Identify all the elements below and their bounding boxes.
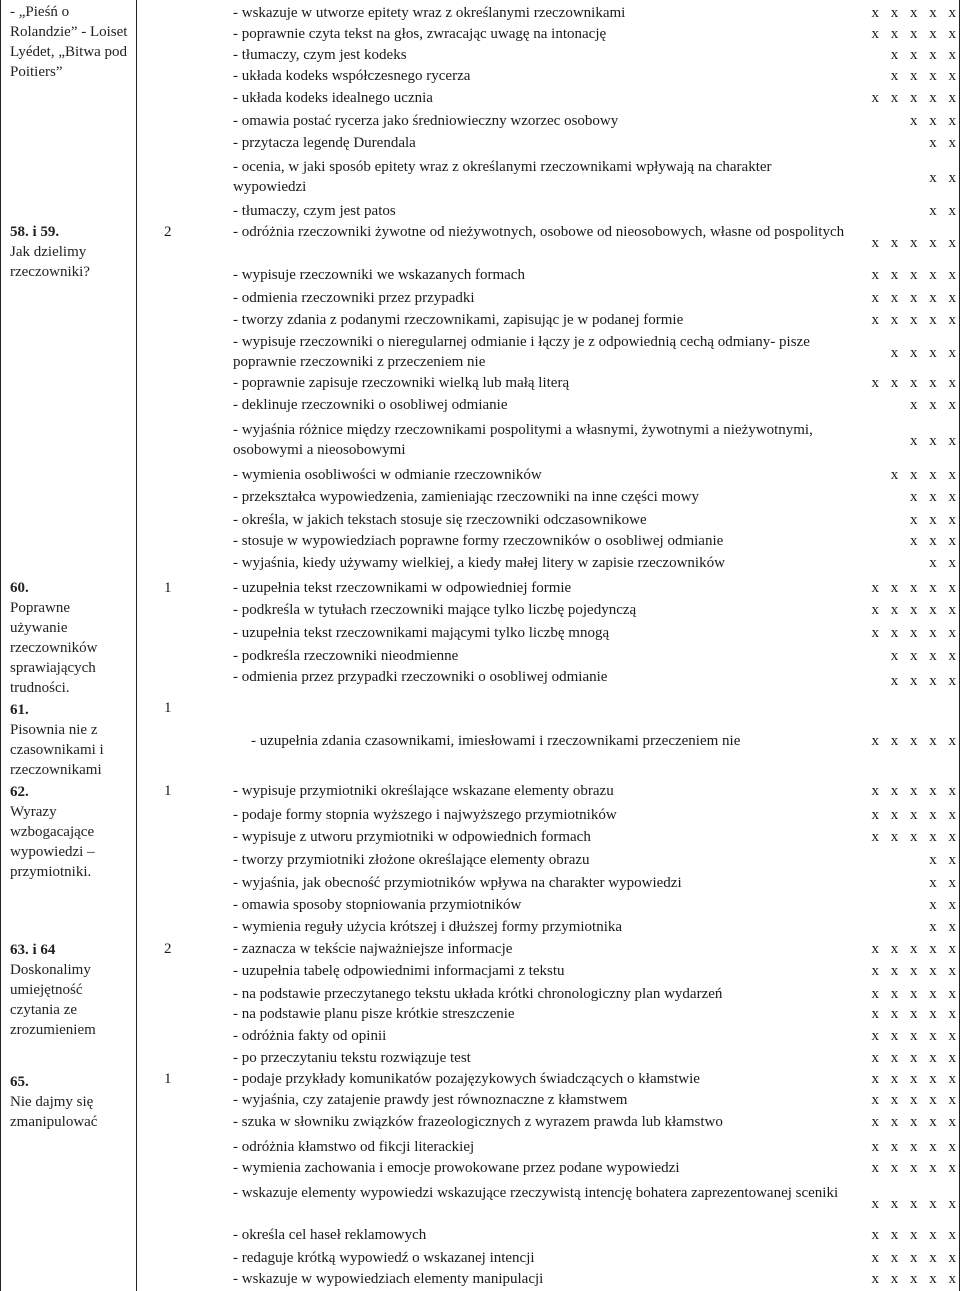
topic-title: Poprawne używanie rzeczowników sprawiających trudności.: [10, 600, 98, 696]
topic-cell: [10, 940, 130, 1040]
requirement-text: - odróżnia fakty od opinii: [233, 1028, 387, 1044]
requirement-text: - wymienia reguły użycia krótszej i dłuższej formy przymiotnika: [233, 919, 623, 935]
lesson-number: 61.: [10, 702, 29, 718]
requirement-text: - podkreśla w tytułach rzeczowniki mające tylko liczbę pojedynczą: [233, 602, 637, 618]
requirement-text: - wypisuje z utworu przymiotniki w odpowiednich formach: [233, 829, 591, 845]
hours-count: 1: [164, 700, 172, 716]
topic-title: Jak dzielimy rzeczowniki?: [10, 244, 90, 280]
grade-marks: x x x: [910, 433, 956, 449]
topic-cell: [10, 700, 130, 780]
grade-marks: x x x x x: [871, 26, 956, 42]
requirement-text: - redaguje krótką wypowiedź o wskazanej intencji: [233, 1250, 535, 1266]
requirement-text: - wypisuje rzeczowniki o nieregularnej odmianie i łączy je z odpowiednią cechą odmiany- pisze poprawnie rzeczowniki z przeczeniem nie: [233, 334, 810, 370]
requirement-text: - stosuje w wypowiedziach poprawne formy rzeczowników o osobliwej odmianie: [233, 533, 724, 549]
requirement-text: - zaznacza w tekście najważniejsze informacje: [233, 941, 513, 957]
grade-marks: x x x: [910, 397, 956, 413]
grade-marks: x x x x x: [871, 1139, 956, 1155]
topic-cell: [10, 578, 130, 698]
grade-marks: x x: [929, 875, 956, 891]
grade-marks: x x x x x: [871, 986, 956, 1002]
requirement-text: - wyjaśnia różnice między rzeczownikami pospolitymi a własnymi, żywotnymi a nieżywotnymi, osobowymi a nieosobowymi: [233, 422, 813, 458]
requirement-text: - tłumaczy, czym jest patos: [233, 203, 396, 219]
requirement-text: - tworzy zdania z podanymi rzeczownikami, zapisując je w podanej formie: [233, 312, 684, 328]
grade-marks: x x x x: [890, 673, 956, 689]
grade-marks: x x x x x: [871, 941, 956, 957]
requirement-text: - wskazuje elementy wypowiedzi wskazujące rzeczywistą intencję bohatera zaprezentowanej sceniki: [233, 1185, 839, 1201]
grade-marks: x x x x x: [871, 290, 956, 306]
requirement-text: - odmienia rzeczowniki przez przypadki: [233, 290, 475, 306]
requirement-text: - odróżnia kłamstwo od fikcji literackiej: [233, 1139, 475, 1155]
topic-title: Pisownia nie z czasownikami i rzeczownikami: [10, 722, 104, 778]
requirement-text: - uzupełnia tekst rzeczownikami mającymi tylko liczbę mnogą: [233, 625, 610, 641]
requirement-text: - omawia postać rycerza jako średniowieczny wzorzec osobowy: [233, 113, 619, 129]
grade-marks: x x: [929, 135, 956, 151]
grade-marks: x x: [929, 170, 956, 186]
grade-marks: x x x: [910, 113, 956, 129]
requirement-text: - ocenia, w jaki sposób epitety wraz z określanymi rzeczownikami wpływają na charakter wypowiedzi: [233, 159, 772, 195]
grade-marks: x x x x: [890, 47, 956, 63]
grade-marks: x x x x x: [871, 1160, 956, 1176]
grade-marks: x x x x x: [871, 1071, 956, 1087]
topic-cell: [10, 782, 130, 882]
grade-marks: x x x x x: [871, 602, 956, 618]
table-border-left: [0, 0, 1, 1291]
grade-marks: x x x x x: [871, 5, 956, 21]
requirement-text: - poprawnie zapisuje rzeczowniki wielką lub małą literą: [233, 375, 570, 391]
grade-marks: x x x x: [890, 345, 956, 361]
requirement-text: - wymienia zachowania i emocje prowokowane przez podane wypowiedzi: [233, 1160, 680, 1176]
requirement-text: - omawia sposoby stopniowania przymiotników: [233, 897, 522, 913]
requirement-text: - deklinuje rzeczowniki o osobliwej odmianie: [233, 397, 508, 413]
grade-marks: x x x x x: [871, 267, 956, 283]
grade-marks: x x x x x: [871, 783, 956, 799]
requirement-text: - uzupełnia tabelę odpowiednimi informacjami z tekstu: [233, 963, 565, 979]
grade-marks: x x x x: [890, 467, 956, 483]
grade-marks: x x: [929, 852, 956, 868]
grade-marks: x x: [929, 555, 956, 571]
grade-marks: x x x x x: [871, 1092, 956, 1108]
requirement-text: - wyjaśnia, kiedy używamy wielkiej, a kiedy małej litery w zapisie rzeczowników: [233, 555, 725, 571]
requirement-text: - wyjaśnia, czy zatajenie prawdy jest równoznaczne z kłamstwem: [233, 1092, 628, 1108]
requirement-text: - określa, w jakich tekstach stosuje się rzeczowniki odczasownikowe: [233, 512, 647, 528]
grade-marks: x x: [929, 897, 956, 913]
lesson-number: 58. i 59.: [10, 224, 60, 240]
hours-count: 1: [164, 580, 172, 596]
grade-marks: x x x: [910, 533, 956, 549]
topic-cell: [10, 1072, 130, 1132]
topic-title: - „Pieśń o Rolandzie” - Loiset Lyédet, „Bitwa pod Poitiers”: [10, 4, 128, 80]
grade-marks: x x x x x: [871, 963, 956, 979]
grade-marks: x x x: [910, 512, 956, 528]
requirement-text: - wypisuje rzeczowniki we wskazanych formach: [233, 267, 525, 283]
hours-count: 2: [164, 941, 172, 957]
grade-marks: x x x x x: [871, 1196, 956, 1212]
hours-count: 1: [164, 1071, 172, 1087]
requirement-text: - szuka w słowniku związków frazeologicznych z wyrazem prawda lub kłamstwo: [233, 1114, 723, 1130]
requirement-text: - tworzy przymiotniki złożone określające elementy obrazu: [233, 852, 590, 868]
requirement-text: - uzupełnia tekst rzeczownikami w odpowiedniej formie: [233, 580, 572, 596]
grade-marks: x x x x x: [871, 1227, 956, 1243]
requirement-text: - na podstawie przeczytanego tekstu układa krótki chronologiczny plan wydarzeń: [233, 986, 723, 1002]
lesson-number: 63. i 64: [10, 942, 56, 958]
grade-marks: x x x x x: [871, 1250, 956, 1266]
grade-marks: x x x x x: [871, 1028, 956, 1044]
grade-marks: x x x x: [890, 68, 956, 84]
grade-marks: x x x x x: [871, 580, 956, 596]
requirement-text: - podkreśla rzeczowniki nieodmienne: [233, 648, 459, 664]
requirement-text: - wypisuje przymiotniki określające wskazane elementy obrazu: [233, 783, 614, 799]
lesson-number: 60.: [10, 580, 29, 596]
requirement-text: - odróżnia rzeczowniki żywotne od nieżywotnych, osobowe od nieosobowych, własne od pospolitych: [233, 224, 845, 240]
grade-marks: x x x x x: [871, 733, 956, 749]
grade-marks: x x x x x: [871, 1114, 956, 1130]
grade-marks: x x x: [910, 489, 956, 505]
grade-marks: x x x x x: [871, 312, 956, 328]
requirement-text: - odmienia przez przypadki rzeczowniki o osobliwej odmianie: [233, 669, 608, 685]
lesson-number: 62.: [10, 784, 29, 800]
topic-cell: [10, 222, 130, 282]
grade-marks: x x x x x: [871, 1050, 956, 1066]
requirement-text: - wskazuje w utworze epitety wraz z określanymi rzeczownikami: [233, 5, 626, 21]
grade-marks: x x x x x: [871, 625, 956, 641]
grade-marks: x x: [929, 203, 956, 219]
requirement-text: - wyjaśnia, jak obecność przymiotników wpływa na charakter wypowiedzi: [233, 875, 682, 891]
lesson-number: 65.: [10, 1074, 29, 1090]
grade-marks: x x x x x: [871, 235, 956, 251]
column-divider-topic: [136, 0, 137, 1291]
requirement-text: - poprawnie czyta tekst na głos, zwracając uwagę na intonację: [233, 26, 607, 42]
requirement-text: - wskazuje w wypowiedziach elementy manipulacji: [233, 1271, 544, 1287]
topic-title: Doskonalimy umiejętność czytania ze zrozumieniem: [10, 962, 96, 1038]
grade-marks: x x x x x: [871, 807, 956, 823]
grade-marks: x x x x x: [871, 90, 956, 106]
grade-marks: x x x x x: [871, 829, 956, 845]
requirement-text: - wymienia osobliwości w odmianie rzeczowników: [233, 467, 542, 483]
hours-count: 1: [164, 783, 172, 799]
requirement-text: - przytacza legendę Durendala: [233, 135, 416, 151]
grade-marks: x x: [929, 919, 956, 935]
requirement-text: - podaje przykłady komunikatów pozajęzykowych świadczących o kłamstwie: [233, 1071, 700, 1087]
requirement-text: - na podstawie planu pisze krótkie streszczenie: [233, 1006, 515, 1022]
requirement-text: - układa kodeks idealnego ucznia: [233, 90, 433, 106]
requirement-text: - uzupełnia zdania czasownikami, imiesłowami i rzeczownikami przeczeniem nie: [251, 733, 741, 749]
grade-marks: x x x x x: [871, 375, 956, 391]
grade-marks: x x x x: [890, 648, 956, 664]
requirement-text: - podaje formy stopnia wyższego i najwyższego przymiotników: [233, 807, 617, 823]
hours-count: 2: [164, 224, 172, 240]
grade-marks: x x x x x: [871, 1006, 956, 1022]
topic-cell: [10, 2, 130, 82]
requirement-text: - określa cel haseł reklamowych: [233, 1227, 427, 1243]
requirement-text: - przekształca wypowiedzenia, zamieniając rzeczowniki na inne części mowy: [233, 489, 700, 505]
grade-marks: x x x x x: [871, 1271, 956, 1287]
requirement-text: - układa kodeks współczesnego rycerza: [233, 68, 471, 84]
requirement-text: - tłumaczy, czym jest kodeks: [233, 47, 407, 63]
requirement-text: - po przeczytaniu tekstu rozwiązuje test: [233, 1050, 471, 1066]
topic-title: Wyrazy wzbogacające wypowiedzi – przymiotniki.: [10, 804, 95, 880]
topic-title: Nie dajmy się zmanipulować: [10, 1094, 98, 1130]
